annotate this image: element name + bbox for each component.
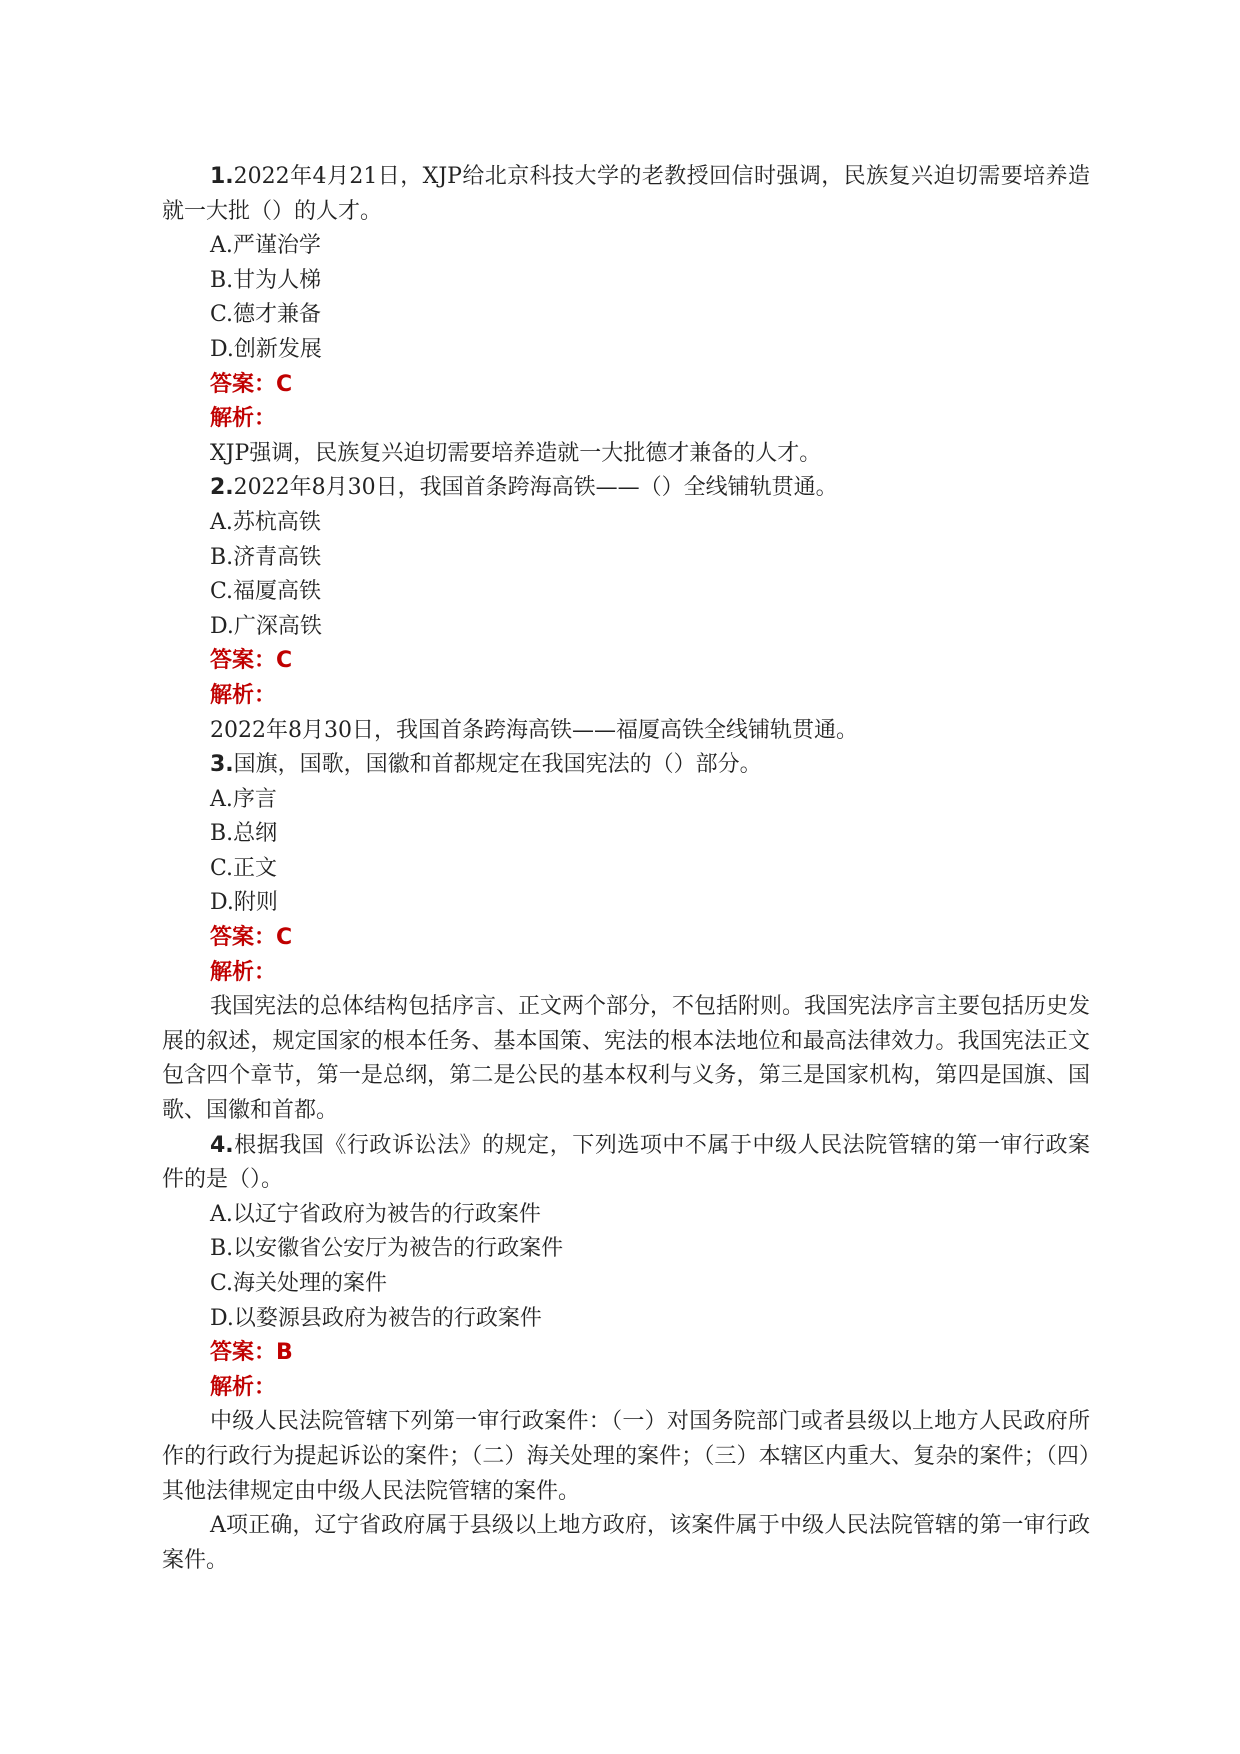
question-stem: 4.根据我国《行政诉讼法》的规定，下列选项中不属于中级人民法院管辖的第一审行政案件的是（）。 bbox=[162, 1132, 1090, 1193]
option-b: B.济青高铁 bbox=[210, 544, 322, 570]
question-number: 2. bbox=[210, 475, 234, 501]
analysis-text: 我国宪法的总体结构包括序言、正文两个部分，不包括附则。我国宪法序言主要包括历史发展的叙述，规定国家的根本任务、基本国策、宪法的根本法地位和最高法律效力。我国宪法正文包含四个章节，第一是总纲，第二是公民的基本权利与义务，第三是国家机构，第四是国旗、国歌、国徽和首都。 bbox=[162, 994, 1091, 1124]
option-d: D.创新发展 bbox=[210, 336, 322, 362]
analysis-text: XJP强调，民族复兴迫切需要培养造就一大批德才兼备的人才。 bbox=[210, 440, 822, 466]
analysis-text: A项正确，辽宁省政府属于县级以上地方政府，该案件属于中级人民法院管辖的第一审行政案件。 bbox=[162, 1513, 1090, 1573]
option-c: C.德才兼备 bbox=[210, 302, 322, 328]
question-number: 1. bbox=[210, 164, 234, 189]
option-b: B.总纲 bbox=[210, 821, 278, 847]
option-a: A.严谨治学 bbox=[210, 233, 321, 259]
option-a: A.苏杭高铁 bbox=[210, 509, 321, 535]
question-number: 3. bbox=[210, 752, 234, 778]
analysis-label: 解析： bbox=[210, 406, 277, 432]
answer-value: C bbox=[276, 648, 293, 674]
option-c: C.福厦高铁 bbox=[210, 579, 322, 605]
answer-line: 答案：B bbox=[210, 1340, 293, 1366]
option-a: A.序言 bbox=[210, 786, 277, 812]
analysis-label: 解析： bbox=[210, 1374, 277, 1400]
answer-line: 答案：C bbox=[210, 925, 293, 951]
option-d: D.附则 bbox=[210, 890, 278, 916]
analysis-text: 2022年8月30日，我国首条跨海高铁——福厦高铁全线铺轨贯通。 bbox=[210, 717, 858, 743]
option-d: D.以婺源县政府为被告的行政案件 bbox=[210, 1305, 542, 1331]
question-stem: 2.2022年8月30日，我国首条跨海高铁——（）全线铺轨贯通。 bbox=[210, 475, 838, 501]
option-c: C.海关处理的案件 bbox=[210, 1271, 388, 1296]
analysis-label: 解析： bbox=[210, 959, 277, 985]
question-stem: 1.2022年4月21日，XJP给北京科技大学的老教授回信时强调，民族复兴迫切需要培养造就一大批（）的人才。 bbox=[162, 164, 1090, 224]
question-stem: 3.国旗，国歌，国徽和首都规定在我国宪法的（）部分。 bbox=[210, 752, 762, 778]
answer-value: C bbox=[276, 371, 293, 397]
analysis-label: 解析： bbox=[210, 682, 277, 708]
answer-line: 答案：C bbox=[210, 648, 293, 674]
option-b: B.以安徽省公安厅为被告的行政案件 bbox=[210, 1236, 564, 1262]
option-c: C.正文 bbox=[210, 855, 278, 881]
option-b: B.甘为人梯 bbox=[210, 267, 322, 293]
option-a: A.以辽宁省政府为被告的行政案件 bbox=[210, 1201, 541, 1227]
document-page bbox=[162, 160, 1090, 1578]
question-number: 4. bbox=[210, 1132, 234, 1158]
answer-value: B bbox=[276, 1340, 293, 1366]
answer-line: 答案：C bbox=[210, 371, 293, 397]
option-d: D.广深高铁 bbox=[210, 613, 322, 639]
analysis-text: 中级人民法院管辖下列第一审行政案件：（一）对国务院部门或者县级以上地方人民政府所作的行政行为提起诉讼的案件；（二）海关处理的案件；（三）本辖区内重大、复杂的案件；（四）其他法律规定由中级人民法院管辖的案件。 bbox=[162, 1409, 1090, 1504]
answer-value: C bbox=[276, 925, 293, 951]
